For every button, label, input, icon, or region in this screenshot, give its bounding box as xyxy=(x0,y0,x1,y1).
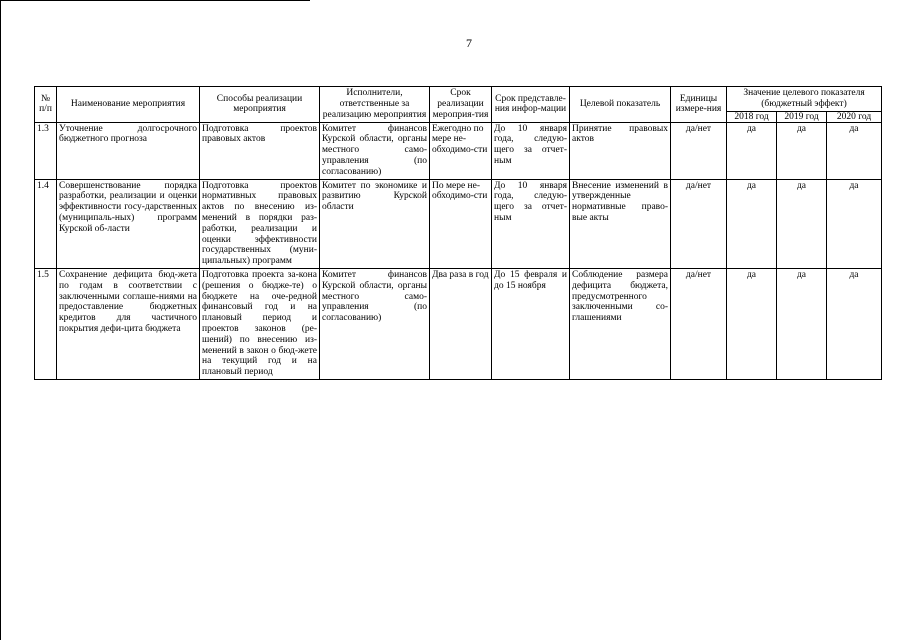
row-name: Совершенствование порядка разработки, реализации и оценки эффективности госу-дарственных (муниципаль-ных) программ Курской об-ласти xyxy=(57,179,200,268)
row-units: да/нет xyxy=(671,268,727,379)
table-header-row xyxy=(35,87,882,112)
header-deadline: Срок реализации мероприя-тия xyxy=(430,87,492,123)
row-methods: Подготовка проектов правовых актов xyxy=(200,122,320,179)
row-value-2018: да xyxy=(727,268,777,379)
row-indicator: Принятие правовых актов xyxy=(570,122,671,179)
row-indicator: Внесение изменений в утвержденные нормативные право-вые акты xyxy=(570,179,671,268)
row-num: 1.3 xyxy=(35,122,57,179)
header-year-2018: 2018 год xyxy=(727,111,777,122)
page-edge-left xyxy=(0,0,1,640)
row-value-2019: да xyxy=(777,179,827,268)
header-executors: Исполнители, ответственные за реализацию мероприятия xyxy=(320,87,430,123)
row-report: До 10 января года, следую-щего за отчет-ным xyxy=(492,122,570,179)
header-indicator: Целевой показатель xyxy=(570,87,671,123)
row-report: До 10 января года, следую-щего за отчет-ным xyxy=(492,179,570,268)
row-num: 1.4 xyxy=(35,179,57,268)
row-value-2019: да xyxy=(777,268,827,379)
row-num: 1.5 xyxy=(35,268,57,379)
row-units: да/нет xyxy=(671,122,727,179)
header-report: Срок представле-ния инфор-мации xyxy=(492,87,570,123)
row-deadline: Два раза в год xyxy=(430,268,492,379)
row-deadline: Ежегодно по мере не-обходимо-сти xyxy=(430,122,492,179)
row-methods: Подготовка проекта за-кона (решения о бюдже-те) о бюджете на оче-редной финансовый год и на плановый период и проектов законов (ре-шений) по внесению из-менений в закон о бюд-жете на текущий год и на плановый период xyxy=(200,268,320,379)
header-methods: Способы реализации мероприятия xyxy=(200,87,320,123)
page-number: 7 xyxy=(466,36,472,50)
header-value-group: Значение целевого показателя (бюджетный эффект) xyxy=(727,87,882,112)
row-indicator: Соблюдение размера дефицита бюджета, предусмотренного заключенными со-глашениями xyxy=(570,268,671,379)
row-executors: Комитет финансов Курской области, органы местного само-управления (по согласованию) xyxy=(320,122,430,179)
header-num: № п/п xyxy=(35,87,57,123)
row-report: До 15 февраля и до 15 ноября xyxy=(492,268,570,379)
row-methods: Подготовка проектов нормативных правовых актов по внесению из-менений в порядки раз-работки, реализации и оценки эффективности государственных (муни-ципальных) программ xyxy=(200,179,320,268)
table-row xyxy=(35,268,882,379)
table-row xyxy=(35,179,882,268)
header-units: Единицы измере-ния xyxy=(671,87,727,123)
row-value-2018: да xyxy=(727,122,777,179)
table-row xyxy=(35,122,882,179)
row-deadline: По мере не-обходимо-сти xyxy=(430,179,492,268)
header-year-2020: 2020 год xyxy=(827,111,882,122)
row-value-2020: да xyxy=(827,179,882,268)
row-name: Сохранение дефицита бюд-жета по годам в соответствии с заключенными соглаше-ниями на предоставление бюджетных кредитов для частичного покрытия дефи-цита бюджета xyxy=(57,268,200,379)
row-executors: Комитет финансов Курской области, органы местного само-управления (по согласованию) xyxy=(320,268,430,379)
page-edge-top xyxy=(0,0,310,1)
measures-table xyxy=(34,86,882,380)
row-units: да/нет xyxy=(671,179,727,268)
row-value-2018: да xyxy=(727,179,777,268)
row-value-2020: да xyxy=(827,122,882,179)
row-value-2020: да xyxy=(827,268,882,379)
row-executors: Комитет по экономике и развитию Курской области xyxy=(320,179,430,268)
row-name: Уточнение долгосрочного бюджетного прогноза xyxy=(57,122,200,179)
header-year-2019: 2019 год xyxy=(777,111,827,122)
row-value-2019: да xyxy=(777,122,827,179)
header-name: Наименование мероприятия xyxy=(57,87,200,123)
